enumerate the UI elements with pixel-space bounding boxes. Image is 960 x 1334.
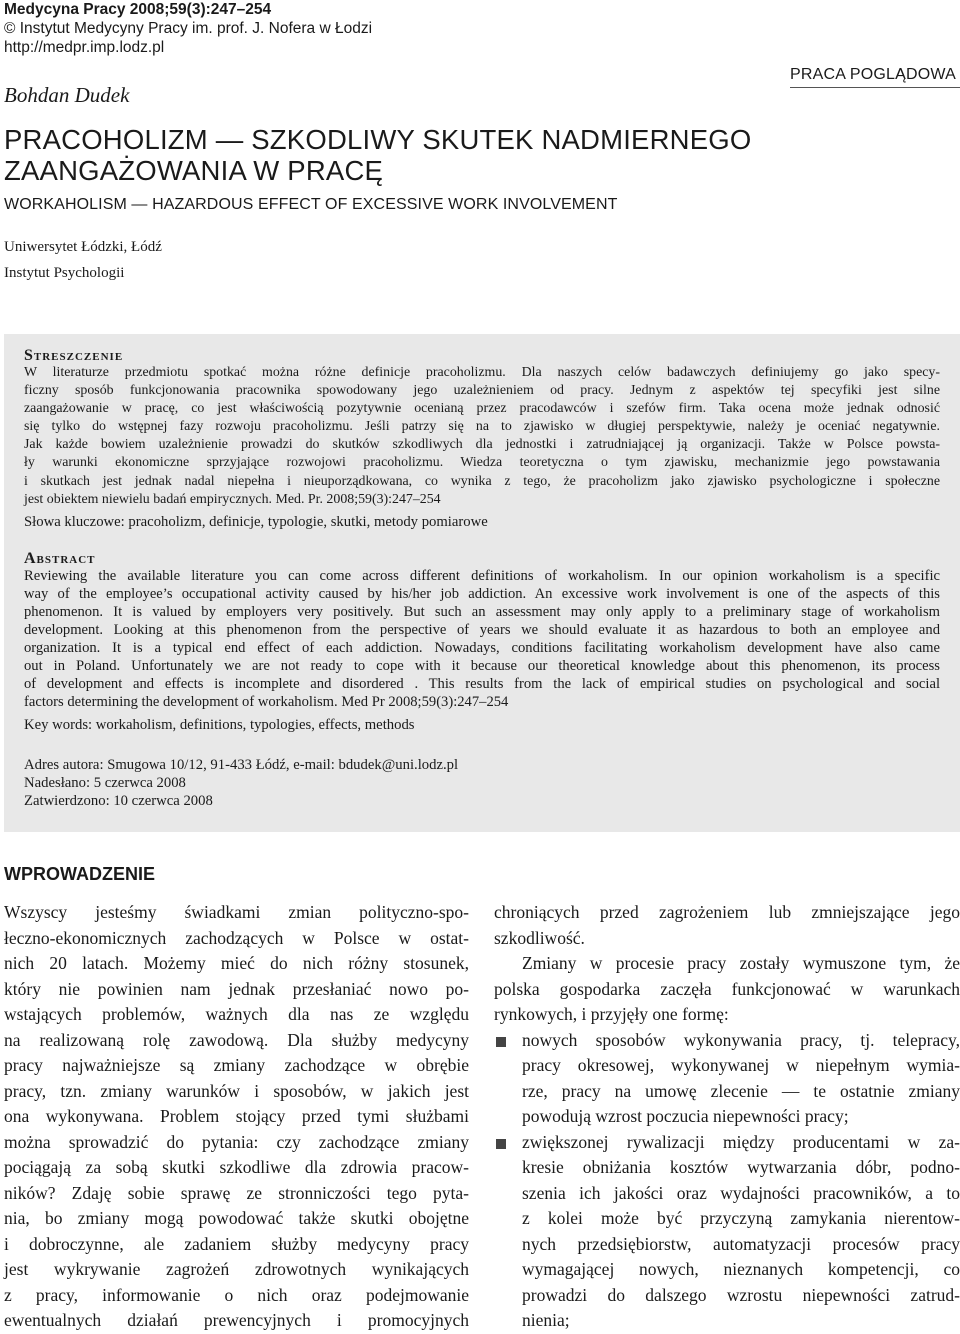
abstract-en-heading-text: Abstract [24,549,96,567]
abstract-pl-line: zaangażowanie w pracę, co jest właściwością pozytywnie ocenianą przez pracodawców i szefów firm. Taka ocena może jednak odnosić [24,401,940,417]
body-column-right [494,900,960,1334]
bullet-line: wymagającej nowych, nieznanych kompetencji, co [522,1259,960,1279]
body-line: nia, bo zmiany mogą powodować także skutki obojętne [4,1208,469,1228]
body-line: jest wykrywanie zagrożeń zdrowotnych wynikających [4,1259,469,1279]
abstract-pl-heading-text: Streszczenie [24,347,124,364]
body-line: polska gospodarka zaczęła funkcjonować w warunkach [494,978,960,999]
keywords-en: Key words: workaholism, definitions, typologies, effects, methods [24,716,415,733]
body-line: rynkowych, i przyjęły one formę: [494,1004,729,1024]
affiliation [4,234,162,286]
bullet-line: nych przedsiębiorstw, automatyzacji procesów pracy [522,1233,960,1254]
body-line: Zmiany w procesie pracy zostały wymuszone tym, że [522,953,960,973]
accepted-date: Zatwierdzono: 10 czerwca 2008 [24,792,213,809]
abstract-en-line: way of the employee’s occupational activity caused by his/her job addiction. An excessive work involvement is one of the aspects of this [24,585,940,602]
bullet-item [494,1028,960,1130]
body-line: z pracy, informowanie o nich oraz podejmowanie [4,1284,469,1305]
abstract-en-line: of development and effects is incomplete and disordered . This results from the lack of empirical studies on psychological and social [24,676,940,693]
journal-url[interactable]: http://medpr.imp.lodz.pl [4,39,165,56]
bullet-line: rze, pracy na umowę zlecenie — te ostatnie zmiany [522,1080,960,1101]
body-line: można sprowadzić do pytania: czy zachodzące zmiany [4,1131,469,1152]
masthead [4,0,604,57]
author-address: Adres autora: Smugowa 10/12, 91-433 Łódź, e-mail: bdudek@uni.lodz.pl [24,756,459,773]
author-name: Bohdan Dudek [4,83,130,107]
body-line: ona wykonywana. Problem stojący przed tymi służbami [4,1106,469,1126]
abstract-en-text [24,567,940,712]
correspondence-block [24,756,940,811]
body-line: łeczno-ekonomicznych zachodzących w Polsce w ostat- [4,927,469,948]
abstract-pl-line: ły warunki ekonomiczne sprzyjające rozwojowi pracoholizmu. Wiedza teoretyczna o tym zjawisku, mechanizmie jego powstawania [24,455,940,471]
bullet-line: prowadzi do dalszego wzrostu niepewności zatrud- [522,1284,960,1305]
abstract-en-line: phenomenon. It is valued by employers very positively. But such an assessment may only apply to a preliminary stage of workaholism [24,603,940,620]
body-line: i dobroczynne, ale zadaniem służby medycyny pracy [4,1233,469,1254]
bullet-line: zwiększonej rywalizacji między producentami w za- [522,1131,960,1152]
title-line-2: ZAANGAŻOWANIA W PRACĘ [4,155,384,186]
abstract-box [4,334,960,832]
abstract-pl-line: W literaturze przedmiotu spotkać można różne definicje pracoholizmu. Dla naszych celów badawczych definiujemy go jako specy- [24,365,940,380]
body-line: pracy najważniejsze są zmiany zachodzące w obrębie [4,1055,469,1075]
bullet-line: nienia; [522,1310,570,1330]
abstract-pl-line: Jak każde bowiem uzależnienie prowadzi do skutków szkodliwych dla jednostki i zatrudniającej ją organizacji. Także w Polsce powsta- [24,437,940,453]
abstract-en-line: out in Poland. Unfortunately we are not ready to cope with it because our theoretical knowledge about this phenomenon, its process [24,658,940,675]
body-line: ników? Zdaję sobie sprawę ze stronniczości tego pyta- [4,1182,469,1203]
body-line: Wszyscy jesteśmy świadkami zmian polityczno-spo- [4,902,469,922]
abstract-pl-line: się tylko do wstępnej fazy rozwoju pracoholizmu. Jeśli patrzy się na to zjawisko w długiej perspektywie, należy je oceniać negatywnie. [24,419,940,435]
body-line: który nie powinien nam jednak przesłaniać nowo po- [4,978,469,999]
abstract-pl-line: i skutkach jest jednak nadal niepełna i nieuporządkowana, co wynika z tego, że pracoholizm jako zjawisko psychologiczne i społeczne [24,473,940,489]
abstract-pl-line: ficzny sposób funkcjonowania pracownika spowodowany jego uzależnieniem od pracy. Jednym z aspektów tej specyfiki jest silne [24,383,940,399]
body-line: chroniących przed zagrożeniem lub zmniejszające jego [494,902,960,922]
bullet-line: powodują wzrost poczucia niepewności pracy; [522,1106,849,1126]
body-line: pociągają za sobą skutki szkodliwe dla zdrowia pracow- [4,1157,469,1177]
abstract-en-line: organization. It is a typical end effect of each addiction. Nowadays, conditions facilitating workaholism development have also came [24,640,940,657]
bullet-line: nowych sposobów wykonywania pracy, tj. telepracy, [522,1029,960,1050]
bullet-line: szenia ich jakości oraz wydajności pracowników, a to [522,1182,960,1203]
article-title [4,124,904,186]
body-line: ewentualnych działań prewencyjnych i promocyjnych [4,1310,469,1330]
abstract-en-line: factors determining the development of workaholism. Med Pr 2008;59(3):247–254 [24,694,509,711]
affiliation-university: Uniwersytet Łódzki, Łódź [4,239,162,255]
article-title-english: WORKAHOLISM — HAZARDOUS EFFECT OF EXCESSIVE WORK INVOLVEMENT [4,196,618,213]
abstract-en-heading [24,551,940,567]
affiliation-institute: Instytut Psychologii [4,265,125,281]
body-line: nich 20 latach. Możemy mieć do nich różny stosunek, [4,953,469,973]
bullet-line: z kolei może być przyczyną zamykania nierentow- [522,1208,960,1228]
bullet-line: pracy okresowej, wykonywanej w niepełnym wymia- [522,1055,960,1075]
bullet-item [494,1130,960,1334]
keywords-pl: Słowa kluczowe: pracoholizm, definicje, typologie, skutki, metody pomiarowe [24,513,488,530]
article-type-label: PRACA POGLĄDOWA [790,66,956,83]
abstract-pl-heading [24,348,940,364]
body-column-left [4,900,469,1334]
abstract-pl-text [24,364,940,509]
body-line: na realizowaną rolę zawodową. Dla służby medycyny [4,1029,469,1050]
journal-citation: Medycyna Pracy 2008;59(3):247–254 [4,1,272,18]
body-line: pracy, tzn. zmiany warunków i sposobów, w jakich jest [4,1080,469,1101]
body-line: wstających problemów, ważnych dla nas ze względu [4,1004,469,1024]
abstract-en-line: Reviewing the available literature you can come across different definitions of workaholism. In our opinion workaholism is a specific [24,567,940,584]
article-type-rule [790,87,960,88]
square-bullet-icon [496,1139,506,1149]
intro-heading: WPROWADZENIE [4,864,155,884]
square-bullet-icon [496,1037,506,1047]
received-date: Nadesłano: 5 czerwca 2008 [24,774,186,791]
body-line: szkodliwość. [494,927,585,948]
title-line-1: PRACOHOLIZM — SZKODLIWY SKUTEK NADMIERNEGO [4,124,752,155]
bullet-line: kresie obniżania kosztów wytwarzania dóbr, podno- [522,1157,960,1177]
abstract-pl-line: jest obiektem niewielu badań empirycznych. Med. Pr. 2008;59(3):247–254 [24,491,441,507]
copyright-line: © Instytut Medycyny Pracy im. prof. J. Nofera w Łodzi [4,20,373,37]
abstract-en-line: development. Looking at this phenomenon from the perspective of years we should evaluate it as hazardous to both an employee and [24,622,940,639]
